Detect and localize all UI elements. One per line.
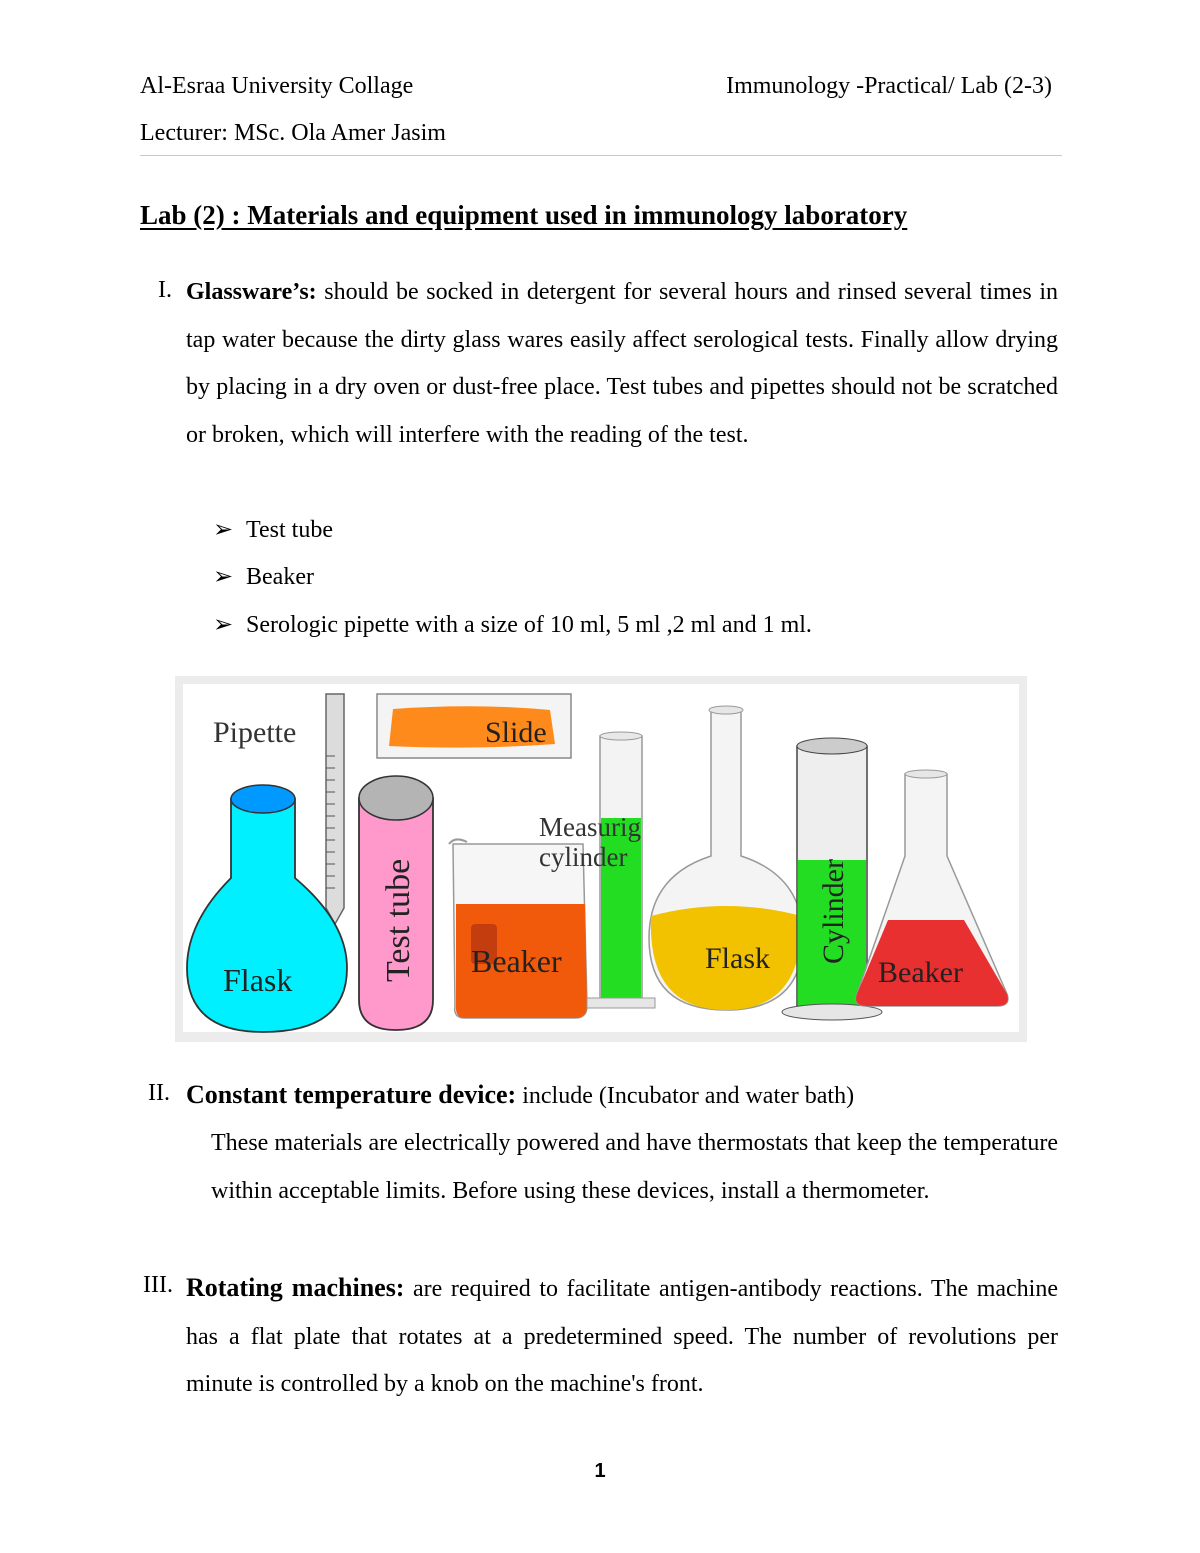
bullet-text: Beaker [246, 564, 314, 590]
header-divider [140, 155, 1062, 156]
section-3-heading: Rotating machines: [186, 1273, 405, 1302]
label-beaker-right: Beaker [878, 956, 963, 989]
section-1-heading: Glassware’s: [186, 279, 317, 305]
page-number: 1 [594, 1460, 606, 1482]
label-flask-right: Flask [705, 942, 771, 975]
section-3-paragraph [186, 1264, 1058, 1409]
arrow-bullet-icon: ➢ [213, 517, 234, 543]
label-test-tube: Test tube [380, 858, 417, 982]
section-3-text: are required to facilitate antigen-antibody reactions. The machine has a flat plate that rotates at a predetermined speed. The number of revolutions per minute is controlled by a knob on the machine's front. [186, 1276, 1058, 1397]
section-1-paragraph [186, 269, 1058, 459]
arrow-bullet-icon: ➢ [213, 564, 234, 590]
section-2-numeral: II. [148, 1080, 170, 1106]
label-slide: Slide [485, 716, 547, 749]
section-1-text: should be socked in detergent for several hours and rinsed several times in tap water because the dirty glass wares easily affect serological tests. Finally allow drying by placing in a dry oven or dust-free place. Test tubes and pipettes should not be scratched or broken, which will interfere with the reading of the test. [186, 279, 1058, 448]
section-2-paragraph: These materials are electrically powered and have thermostats that keep the temperature within acceptable limits. Before using these devices, install a thermometer. [211, 1130, 1058, 1204]
label-measuring-1: Measurig [539, 812, 641, 842]
section-2-heading-line [186, 1080, 854, 1110]
section-2-heading-suffix: include (Incubator and water bath) [522, 1083, 855, 1109]
bullet-text: Serologic pipette with a size of 10 ml, 5 ml ,2 ml and 1 ml. [246, 612, 812, 638]
bullet-item [213, 562, 314, 591]
section-1-numeral: I. [158, 277, 172, 303]
label-pipette: Pipette [213, 716, 297, 749]
label-beaker-left: Beaker [471, 943, 562, 979]
page-title: Lab (2) : Materials and equipment used in immunology laboratory [140, 200, 908, 230]
label-cylinder: Cylinder [817, 859, 850, 964]
section-3-numeral: III. [143, 1272, 173, 1298]
bullet-text: Test tube [246, 517, 333, 543]
header-lecturer: Lecturer: MSc. Ola Amer Jasim [140, 120, 446, 146]
header-course: Immunology -Practical/ Lab (2-3) [726, 73, 1052, 99]
glassware-illustration [175, 676, 1027, 1042]
bullet-item [213, 610, 812, 639]
label-flask-left: Flask [223, 962, 293, 998]
label-measuring-2: cylinder [539, 842, 628, 872]
bullet-item [213, 515, 333, 544]
pipette-shape [326, 694, 344, 924]
arrow-bullet-icon: ➢ [213, 612, 234, 638]
header-institution: Al-Esraa University Collage [140, 73, 414, 99]
section-2-heading: Constant temperature device: [186, 1080, 517, 1109]
